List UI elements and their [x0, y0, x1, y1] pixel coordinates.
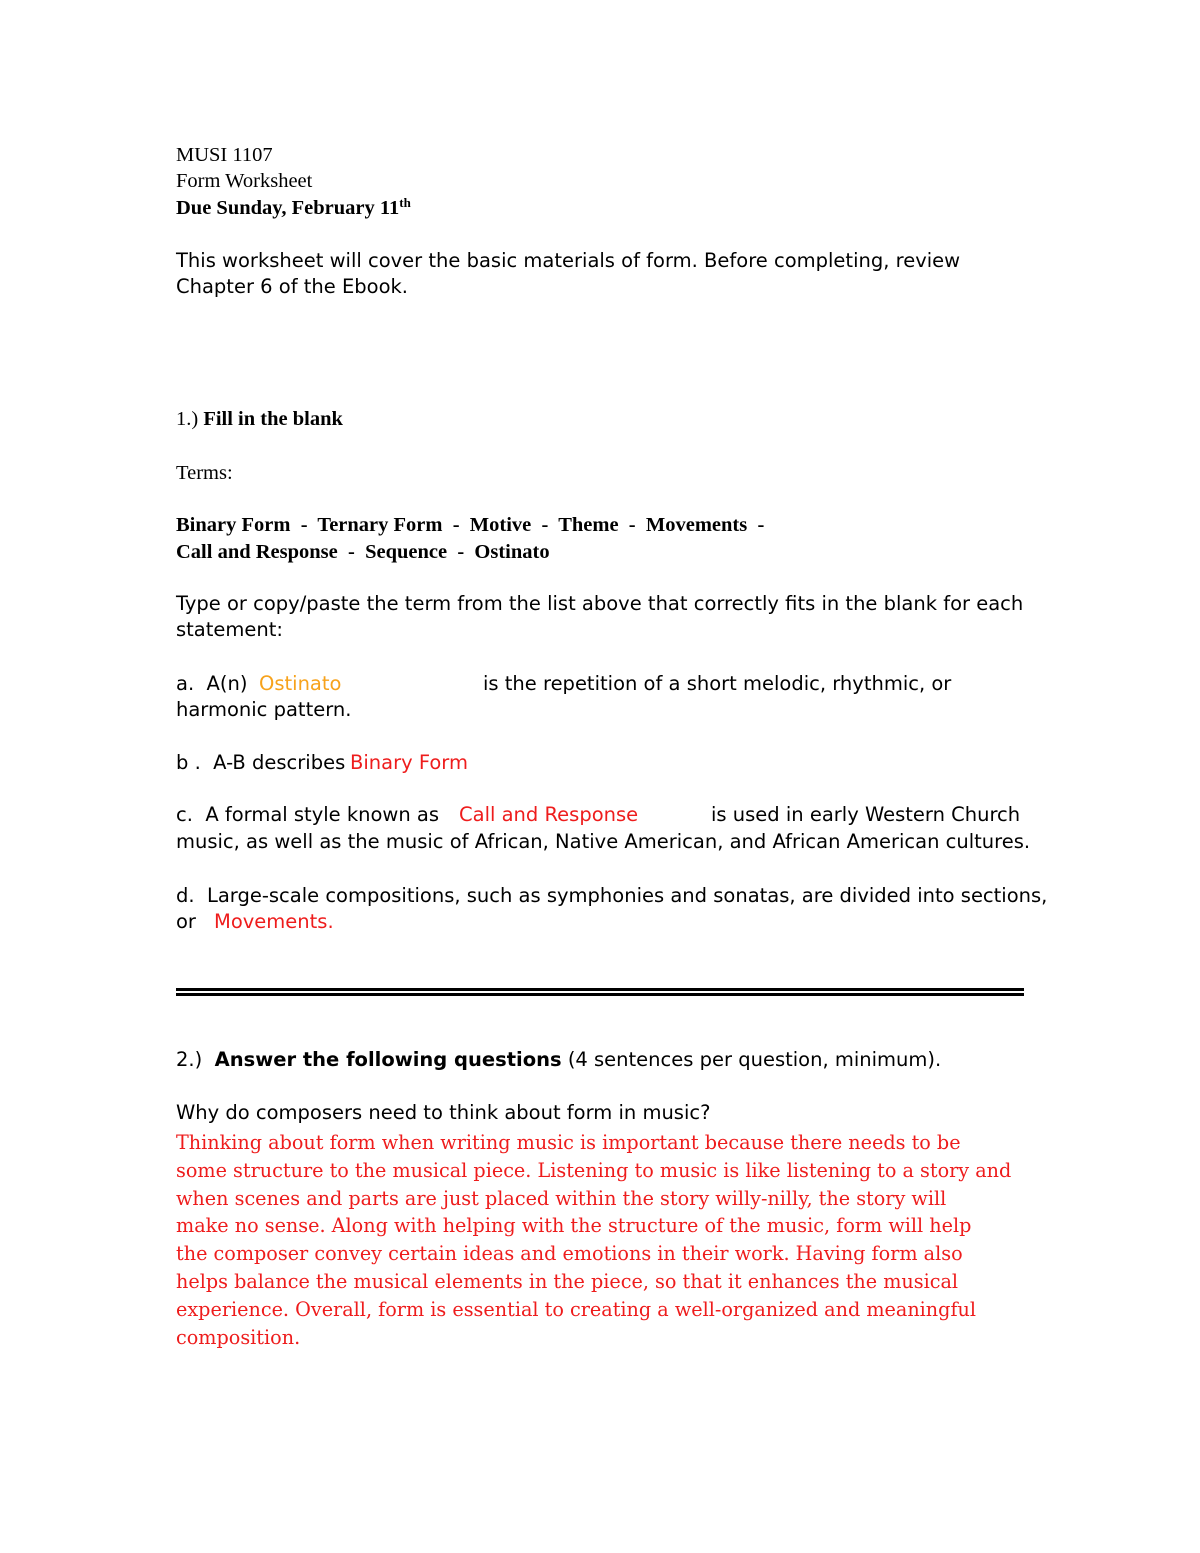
terms-label: Terms: — [176, 462, 233, 484]
instruction-line-2: statement: — [176, 618, 283, 641]
item-a-suffix: is the repetition of a short melodic, rhythmic, or — [483, 672, 952, 695]
course-code: MUSI 1107 — [176, 144, 273, 166]
item-b-prefix: b . A-B describes — [176, 751, 346, 774]
section-2-number: 2.) — [176, 1048, 203, 1071]
answer-line: experience. Overall, form is essential to creating a well-organized and meaningful — [176, 1297, 977, 1321]
section-1-heading — [176, 409, 343, 430]
item-a-prefix: a. A(n) — [176, 672, 248, 695]
section-2-title: Answer the following questions — [214, 1048, 562, 1071]
answer-line: when scenes and parts are just placed within the story willy-nilly, the story will — [176, 1186, 947, 1210]
answer-line: make no sense. Along with helping with the structure of the music, form will help — [176, 1214, 972, 1238]
due-date-suffix: th — [399, 194, 411, 210]
answer-line: Thinking about form when writing music is important because there needs to be — [176, 1131, 961, 1154]
terms-list-line-1: Binary Form - Ternary Form - Motive - Theme - Movements - — [176, 514, 765, 536]
section-divider-top — [176, 988, 1024, 991]
answer-line: the composer convey certain ideas and emotions in their work. Having form also — [176, 1242, 963, 1266]
item-d-continuation-prefix: or — [176, 910, 196, 933]
item-b-answer: Binary Form — [350, 751, 468, 774]
item-c-continuation: music, as well as the music of African, Native American, and African American cultures. — [176, 830, 1031, 853]
instruction-line-1: Type or copy/paste the term from the list above that correctly fits in the blank for each — [176, 592, 1024, 615]
item-d-answer: Movements. — [214, 910, 334, 933]
section-1-number: 1.) — [176, 408, 199, 430]
answer-paragraph — [176, 1129, 1036, 1351]
answer-line: some structure to the musical piece. Listening to music is like listening to a story and — [176, 1158, 1012, 1182]
terms-list-line-2: Call and Response - Sequence - Ostinato — [176, 541, 550, 563]
due-date — [176, 194, 411, 219]
item-d-text: d. Large-scale compositions, such as symphonies and sonatas, are divided into sections, — [176, 884, 1048, 907]
item-c-prefix: c. A formal style known as — [176, 803, 440, 826]
question-text: Why do composers need to think about form in music? — [176, 1101, 711, 1124]
item-a-answer: Ostinato — [259, 672, 342, 695]
answer-line: helps balance the musical elements in the piece, so that it enhances the musical — [176, 1269, 959, 1293]
section-2-heading — [176, 1050, 941, 1070]
intro-line-2: Chapter 6 of the Ebook. — [176, 275, 409, 298]
section-2-note: (4 sentences per question, minimum). — [567, 1048, 942, 1071]
item-c-suffix: is used in early Western Church — [711, 803, 1021, 826]
worksheet-title: Form Worksheet — [176, 170, 313, 192]
due-date-text: Due Sunday, February 11 — [176, 197, 400, 219]
section-divider-bottom — [176, 993, 1024, 996]
answer-line: composition. — [176, 1325, 301, 1349]
item-a-continuation: harmonic pattern. — [176, 698, 352, 721]
item-c-answer: Call and Response — [459, 803, 639, 826]
section-1-title: Fill in the blank — [203, 408, 343, 430]
intro-line-1: This worksheet will cover the basic materials of form. Before completing, review — [176, 249, 961, 272]
